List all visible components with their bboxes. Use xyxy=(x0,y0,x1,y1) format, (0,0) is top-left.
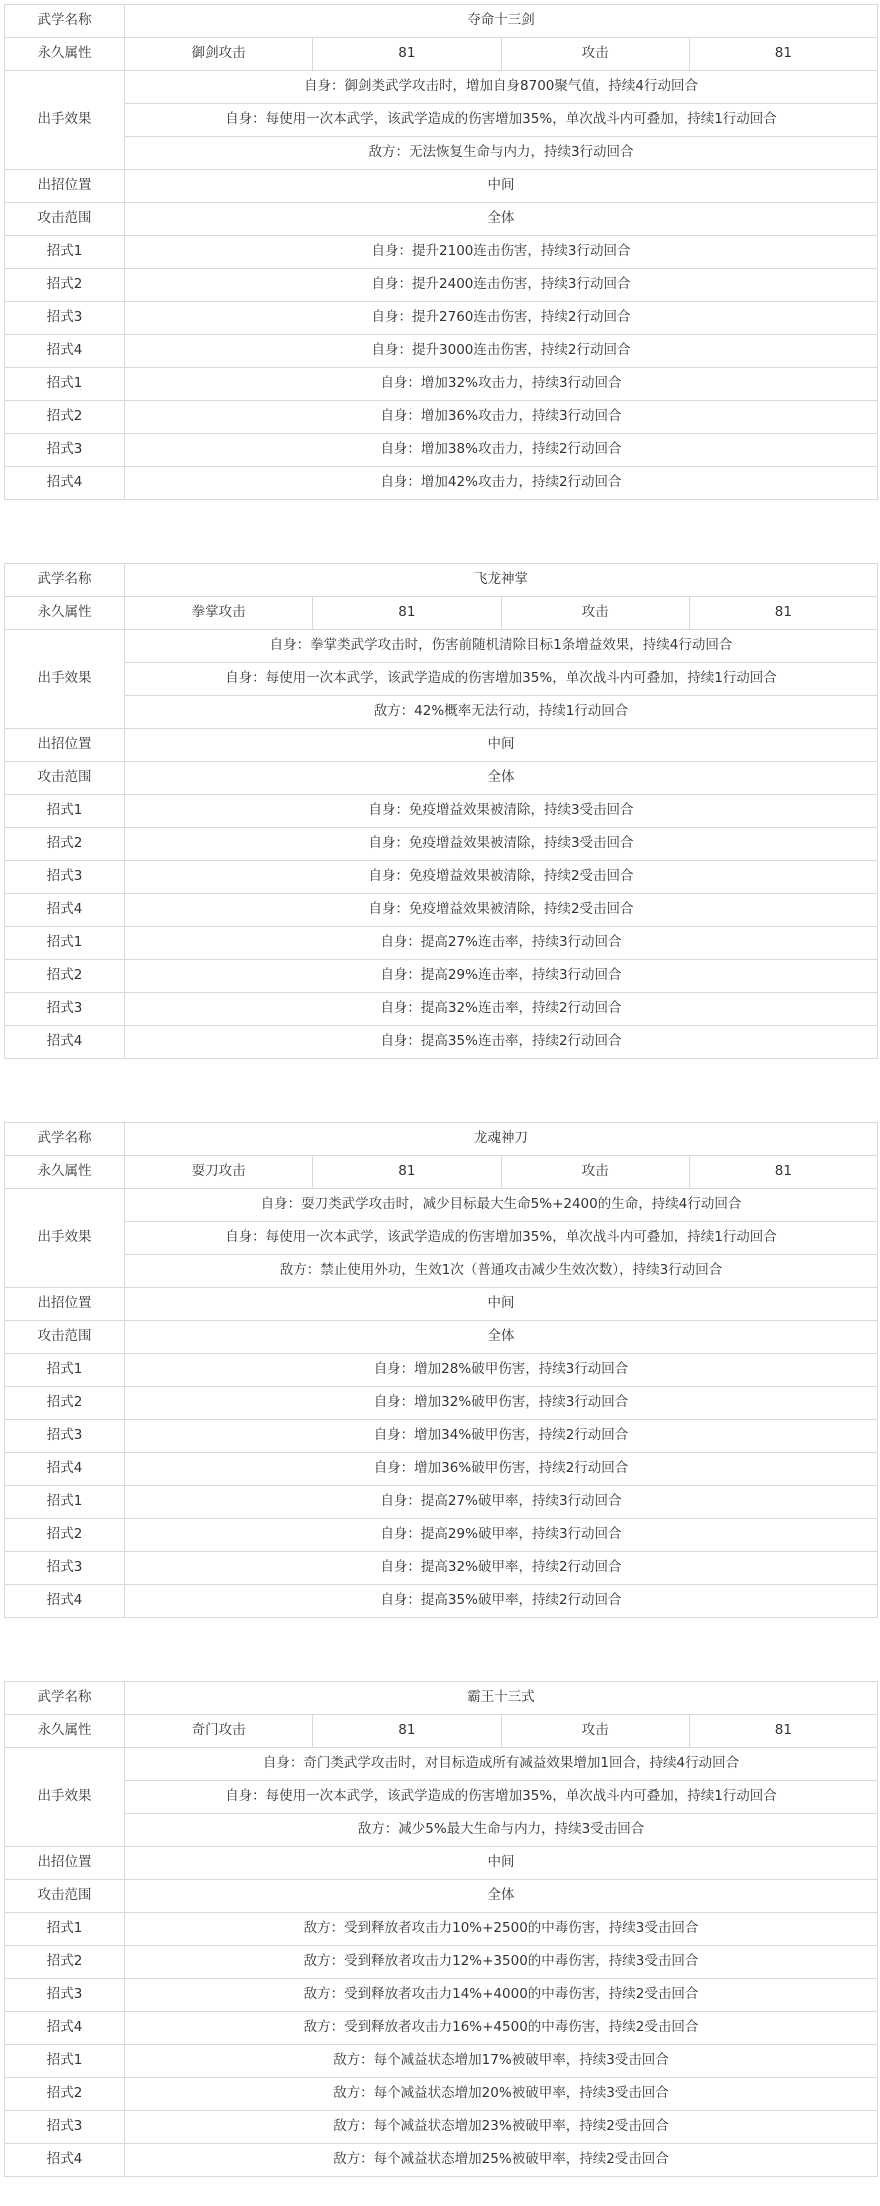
stance-effect: 自身：增加36%破甲伤害，持续2行动回合 xyxy=(125,1453,878,1486)
table-row xyxy=(5,1946,878,1979)
table-row xyxy=(5,1781,878,1814)
stance-effect: 自身：提升2760连击伤害，持续2行动回合 xyxy=(125,302,878,335)
stance-label: 招式4 xyxy=(5,2012,125,2045)
stance-label: 招式2 xyxy=(5,1946,125,1979)
table-row xyxy=(5,2012,878,2045)
effect-text: 自身：耍刀类武学攻击时，减少目标最大生命5%+2400的生命，持续4行动回合 xyxy=(125,1189,878,1222)
effect-label: 出手效果 xyxy=(5,630,125,729)
table-row xyxy=(5,1288,878,1321)
stance-effect: 自身：提升3000连击伤害，持续2行动回合 xyxy=(125,335,878,368)
stance-effect: 自身：提高29%破甲率，持续3行动回合 xyxy=(125,1519,878,1552)
table-row xyxy=(5,1913,878,1946)
range-label: 攻击范围 xyxy=(5,1321,125,1354)
table-row xyxy=(5,1880,878,1913)
effect-text: 自身：每使用一次本武学，该武学造成的伤害增加35%，单次战斗内可叠加，持续1行动回合 xyxy=(125,1781,878,1814)
stance-label: 招式2 xyxy=(5,1387,125,1420)
effect-text: 自身：每使用一次本武学，该武学造成的伤害增加35%，单次战斗内可叠加，持续1行动回合 xyxy=(125,104,878,137)
attr-value: 81 xyxy=(313,597,501,630)
effect-text: 敌方：无法恢复生命与内力，持续3行动回合 xyxy=(125,137,878,170)
stance-effect: 自身：提升2400连击伤害，持续3行动回合 xyxy=(125,269,878,302)
stance-label: 招式4 xyxy=(5,467,125,500)
table-row xyxy=(5,1682,878,1715)
table-row xyxy=(5,1222,878,1255)
position-value: 中间 xyxy=(125,1288,878,1321)
table-row xyxy=(5,269,878,302)
stance-effect: 敌方：受到释放者攻击力12%+3500的中毒伤害，持续3受击回合 xyxy=(125,1946,878,1979)
stance-label: 招式3 xyxy=(5,434,125,467)
table-row xyxy=(5,203,878,236)
stance-label: 招式4 xyxy=(5,894,125,927)
table-row xyxy=(5,302,878,335)
table-row xyxy=(5,1354,878,1387)
table-row xyxy=(5,1189,878,1222)
stance-effect: 自身：提高27%连击率，持续3行动回合 xyxy=(125,927,878,960)
stance-label: 招式2 xyxy=(5,401,125,434)
table-row xyxy=(5,2078,878,2111)
effect-label: 出手效果 xyxy=(5,1748,125,1847)
stance-effect: 自身：提高35%连击率，持续2行动回合 xyxy=(125,1026,878,1059)
table-row xyxy=(5,1519,878,1552)
table-row xyxy=(5,729,878,762)
attr-label: 永久属性 xyxy=(5,597,125,630)
skill-table xyxy=(4,1681,878,2177)
name-label: 武学名称 xyxy=(5,564,125,597)
effect-text: 自身：御剑类武学攻击时，增加自身8700聚气值，持续4行动回合 xyxy=(125,71,878,104)
table-row xyxy=(5,762,878,795)
attr-label: 永久属性 xyxy=(5,1156,125,1189)
effect-label: 出手效果 xyxy=(5,1189,125,1288)
table-row xyxy=(5,696,878,729)
stance-label: 招式3 xyxy=(5,861,125,894)
skill-name: 霸王十三式 xyxy=(125,1682,878,1715)
table-row xyxy=(5,71,878,104)
range-value: 全体 xyxy=(125,1321,878,1354)
table-row xyxy=(5,1847,878,1880)
table-row xyxy=(5,960,878,993)
table-row xyxy=(5,368,878,401)
effect-text: 敌方：禁止使用外功，生效1次（普通攻击减少生效次数），持续3行动回合 xyxy=(125,1255,878,1288)
table-row xyxy=(5,5,878,38)
range-value: 全体 xyxy=(125,762,878,795)
attr-value: 81 xyxy=(313,1156,501,1189)
position-value: 中间 xyxy=(125,170,878,203)
table-row xyxy=(5,630,878,663)
stance-label: 招式3 xyxy=(5,2111,125,2144)
stance-effect: 自身：提高27%破甲率，持续3行动回合 xyxy=(125,1486,878,1519)
table-row xyxy=(5,1453,878,1486)
stance-label: 招式3 xyxy=(5,993,125,1026)
effect-label: 出手效果 xyxy=(5,71,125,170)
stance-label: 招式4 xyxy=(5,1453,125,1486)
table-row xyxy=(5,1387,878,1420)
stance-label: 招式3 xyxy=(5,1979,125,2012)
stance-label: 招式1 xyxy=(5,1913,125,1946)
range-label: 攻击范围 xyxy=(5,762,125,795)
stance-label: 招式4 xyxy=(5,1585,125,1618)
name-label: 武学名称 xyxy=(5,1682,125,1715)
stance-effect: 自身：增加38%攻击力，持续2行动回合 xyxy=(125,434,878,467)
attr-value: 81 xyxy=(313,1715,501,1748)
table-row xyxy=(5,137,878,170)
position-value: 中间 xyxy=(125,729,878,762)
attr-type: 奇门攻击 xyxy=(125,1715,313,1748)
attr-value: 81 xyxy=(689,38,877,71)
stance-effect: 自身：提高35%破甲率，持续2行动回合 xyxy=(125,1585,878,1618)
stance-label: 招式1 xyxy=(5,236,125,269)
stance-effect: 自身：增加32%破甲伤害，持续3行动回合 xyxy=(125,1387,878,1420)
attr-stat: 攻击 xyxy=(501,1715,689,1748)
stance-effect: 自身：提高32%连击率，持续2行动回合 xyxy=(125,993,878,1026)
table-row xyxy=(5,1156,878,1189)
table-row xyxy=(5,2045,878,2078)
table-row xyxy=(5,663,878,696)
stance-effect: 自身：增加42%攻击力，持续2行动回合 xyxy=(125,467,878,500)
stance-effect: 敌方：受到释放者攻击力10%+2500的中毒伤害，持续3受击回合 xyxy=(125,1913,878,1946)
stance-effect: 自身：免疫增益效果被清除，持续2受击回合 xyxy=(125,894,878,927)
attr-label: 永久属性 xyxy=(5,1715,125,1748)
stance-label: 招式2 xyxy=(5,1519,125,1552)
skill-table xyxy=(4,563,878,1059)
position-value: 中间 xyxy=(125,1847,878,1880)
stance-effect: 自身：免疫增益效果被清除，持续2受击回合 xyxy=(125,861,878,894)
position-label: 出招位置 xyxy=(5,729,125,762)
attr-stat: 攻击 xyxy=(501,1156,689,1189)
table-row xyxy=(5,2144,878,2177)
stance-label: 招式2 xyxy=(5,960,125,993)
table-row xyxy=(5,597,878,630)
attr-stat: 攻击 xyxy=(501,597,689,630)
stance-label: 招式3 xyxy=(5,302,125,335)
stance-label: 招式3 xyxy=(5,1552,125,1585)
attr-type: 耍刀攻击 xyxy=(125,1156,313,1189)
skill-name: 飞龙神掌 xyxy=(125,564,878,597)
table-row xyxy=(5,467,878,500)
stance-label: 招式3 xyxy=(5,1420,125,1453)
stance-effect: 敌方：每个减益状态增加23%被破甲率，持续2受击回合 xyxy=(125,2111,878,2144)
stance-effect: 自身：增加36%攻击力，持续3行动回合 xyxy=(125,401,878,434)
table-row xyxy=(5,1255,878,1288)
stance-effect: 自身：提升2100连击伤害，持续3行动回合 xyxy=(125,236,878,269)
table-row xyxy=(5,1814,878,1847)
table-row xyxy=(5,1979,878,2012)
range-value: 全体 xyxy=(125,1880,878,1913)
table-row xyxy=(5,434,878,467)
stance-effect: 敌方：受到释放者攻击力14%+4000的中毒伤害，持续2受击回合 xyxy=(125,1979,878,2012)
stance-label: 招式4 xyxy=(5,1026,125,1059)
stance-label: 招式1 xyxy=(5,927,125,960)
table-row xyxy=(5,236,878,269)
table-row xyxy=(5,104,878,137)
table-row xyxy=(5,1552,878,1585)
table-row xyxy=(5,894,878,927)
table-row xyxy=(5,1486,878,1519)
skill-name: 夺命十三剑 xyxy=(125,5,878,38)
position-label: 出招位置 xyxy=(5,1847,125,1880)
attr-value: 81 xyxy=(689,1715,877,1748)
table-row xyxy=(5,38,878,71)
table-row xyxy=(5,927,878,960)
attr-label: 永久属性 xyxy=(5,38,125,71)
table-row xyxy=(5,1321,878,1354)
table-row xyxy=(5,1748,878,1781)
table-row xyxy=(5,828,878,861)
table-row xyxy=(5,170,878,203)
table-row xyxy=(5,1123,878,1156)
stance-effect: 自身：免疫增益效果被清除，持续3受击回合 xyxy=(125,828,878,861)
stance-effect: 自身：提高29%连击率，持续3行动回合 xyxy=(125,960,878,993)
stance-effect: 自身：增加32%攻击力，持续3行动回合 xyxy=(125,368,878,401)
stance-effect: 敌方：每个减益状态增加20%被破甲率，持续3受击回合 xyxy=(125,2078,878,2111)
effect-text: 敌方：减少5%最大生命与内力，持续3受击回合 xyxy=(125,1814,878,1847)
skill-name: 龙魂神刀 xyxy=(125,1123,878,1156)
table-row xyxy=(5,335,878,368)
stance-label: 招式1 xyxy=(5,795,125,828)
attr-value: 81 xyxy=(689,1156,877,1189)
stance-effect: 自身：免疫增益效果被清除，持续3受击回合 xyxy=(125,795,878,828)
stance-effect: 自身：提高32%破甲率，持续2行动回合 xyxy=(125,1552,878,1585)
position-label: 出招位置 xyxy=(5,170,125,203)
stance-label: 招式4 xyxy=(5,2144,125,2177)
stance-label: 招式2 xyxy=(5,828,125,861)
stance-label: 招式2 xyxy=(5,269,125,302)
effect-text: 自身：每使用一次本武学，该武学造成的伤害增加35%，单次战斗内可叠加，持续1行动回合 xyxy=(125,663,878,696)
table-row xyxy=(5,1026,878,1059)
table-row xyxy=(5,1420,878,1453)
table-row xyxy=(5,861,878,894)
table-row xyxy=(5,1585,878,1618)
attr-type: 拳掌攻击 xyxy=(125,597,313,630)
table-row xyxy=(5,2111,878,2144)
skill-table xyxy=(4,1122,878,1618)
effect-text: 自身：奇门类武学攻击时，对目标造成所有减益效果增加1回合，持续4行动回合 xyxy=(125,1748,878,1781)
effect-text: 自身：拳掌类武学攻击时，伤害前随机清除目标1条增益效果，持续4行动回合 xyxy=(125,630,878,663)
attr-type: 御剑攻击 xyxy=(125,38,313,71)
stance-effect: 敌方：每个减益状态增加25%被破甲率，持续2受击回合 xyxy=(125,2144,878,2177)
effect-text: 敌方：42%概率无法行动，持续1行动回合 xyxy=(125,696,878,729)
range-label: 攻击范围 xyxy=(5,203,125,236)
effect-text: 自身：每使用一次本武学，该武学造成的伤害增加35%，单次战斗内可叠加，持续1行动回合 xyxy=(125,1222,878,1255)
table-row xyxy=(5,401,878,434)
position-label: 出招位置 xyxy=(5,1288,125,1321)
table-row xyxy=(5,564,878,597)
skill-table xyxy=(4,4,878,500)
stance-label: 招式1 xyxy=(5,2045,125,2078)
stance-effect: 自身：增加34%破甲伤害，持续2行动回合 xyxy=(125,1420,878,1453)
name-label: 武学名称 xyxy=(5,5,125,38)
stance-label: 招式4 xyxy=(5,335,125,368)
stance-effect: 敌方：受到释放者攻击力16%+4500的中毒伤害，持续2受击回合 xyxy=(125,2012,878,2045)
stance-label: 招式1 xyxy=(5,368,125,401)
stance-label: 招式2 xyxy=(5,2078,125,2111)
table-row xyxy=(5,1715,878,1748)
range-value: 全体 xyxy=(125,203,878,236)
stance-label: 招式1 xyxy=(5,1354,125,1387)
attr-stat: 攻击 xyxy=(501,38,689,71)
stance-label: 招式1 xyxy=(5,1486,125,1519)
stance-effect: 自身：增加28%破甲伤害，持续3行动回合 xyxy=(125,1354,878,1387)
table-row xyxy=(5,795,878,828)
name-label: 武学名称 xyxy=(5,1123,125,1156)
attr-value: 81 xyxy=(689,597,877,630)
range-label: 攻击范围 xyxy=(5,1880,125,1913)
stance-effect: 敌方：每个减益状态增加17%被破甲率，持续3受击回合 xyxy=(125,2045,878,2078)
attr-value: 81 xyxy=(313,38,501,71)
table-row xyxy=(5,993,878,1026)
